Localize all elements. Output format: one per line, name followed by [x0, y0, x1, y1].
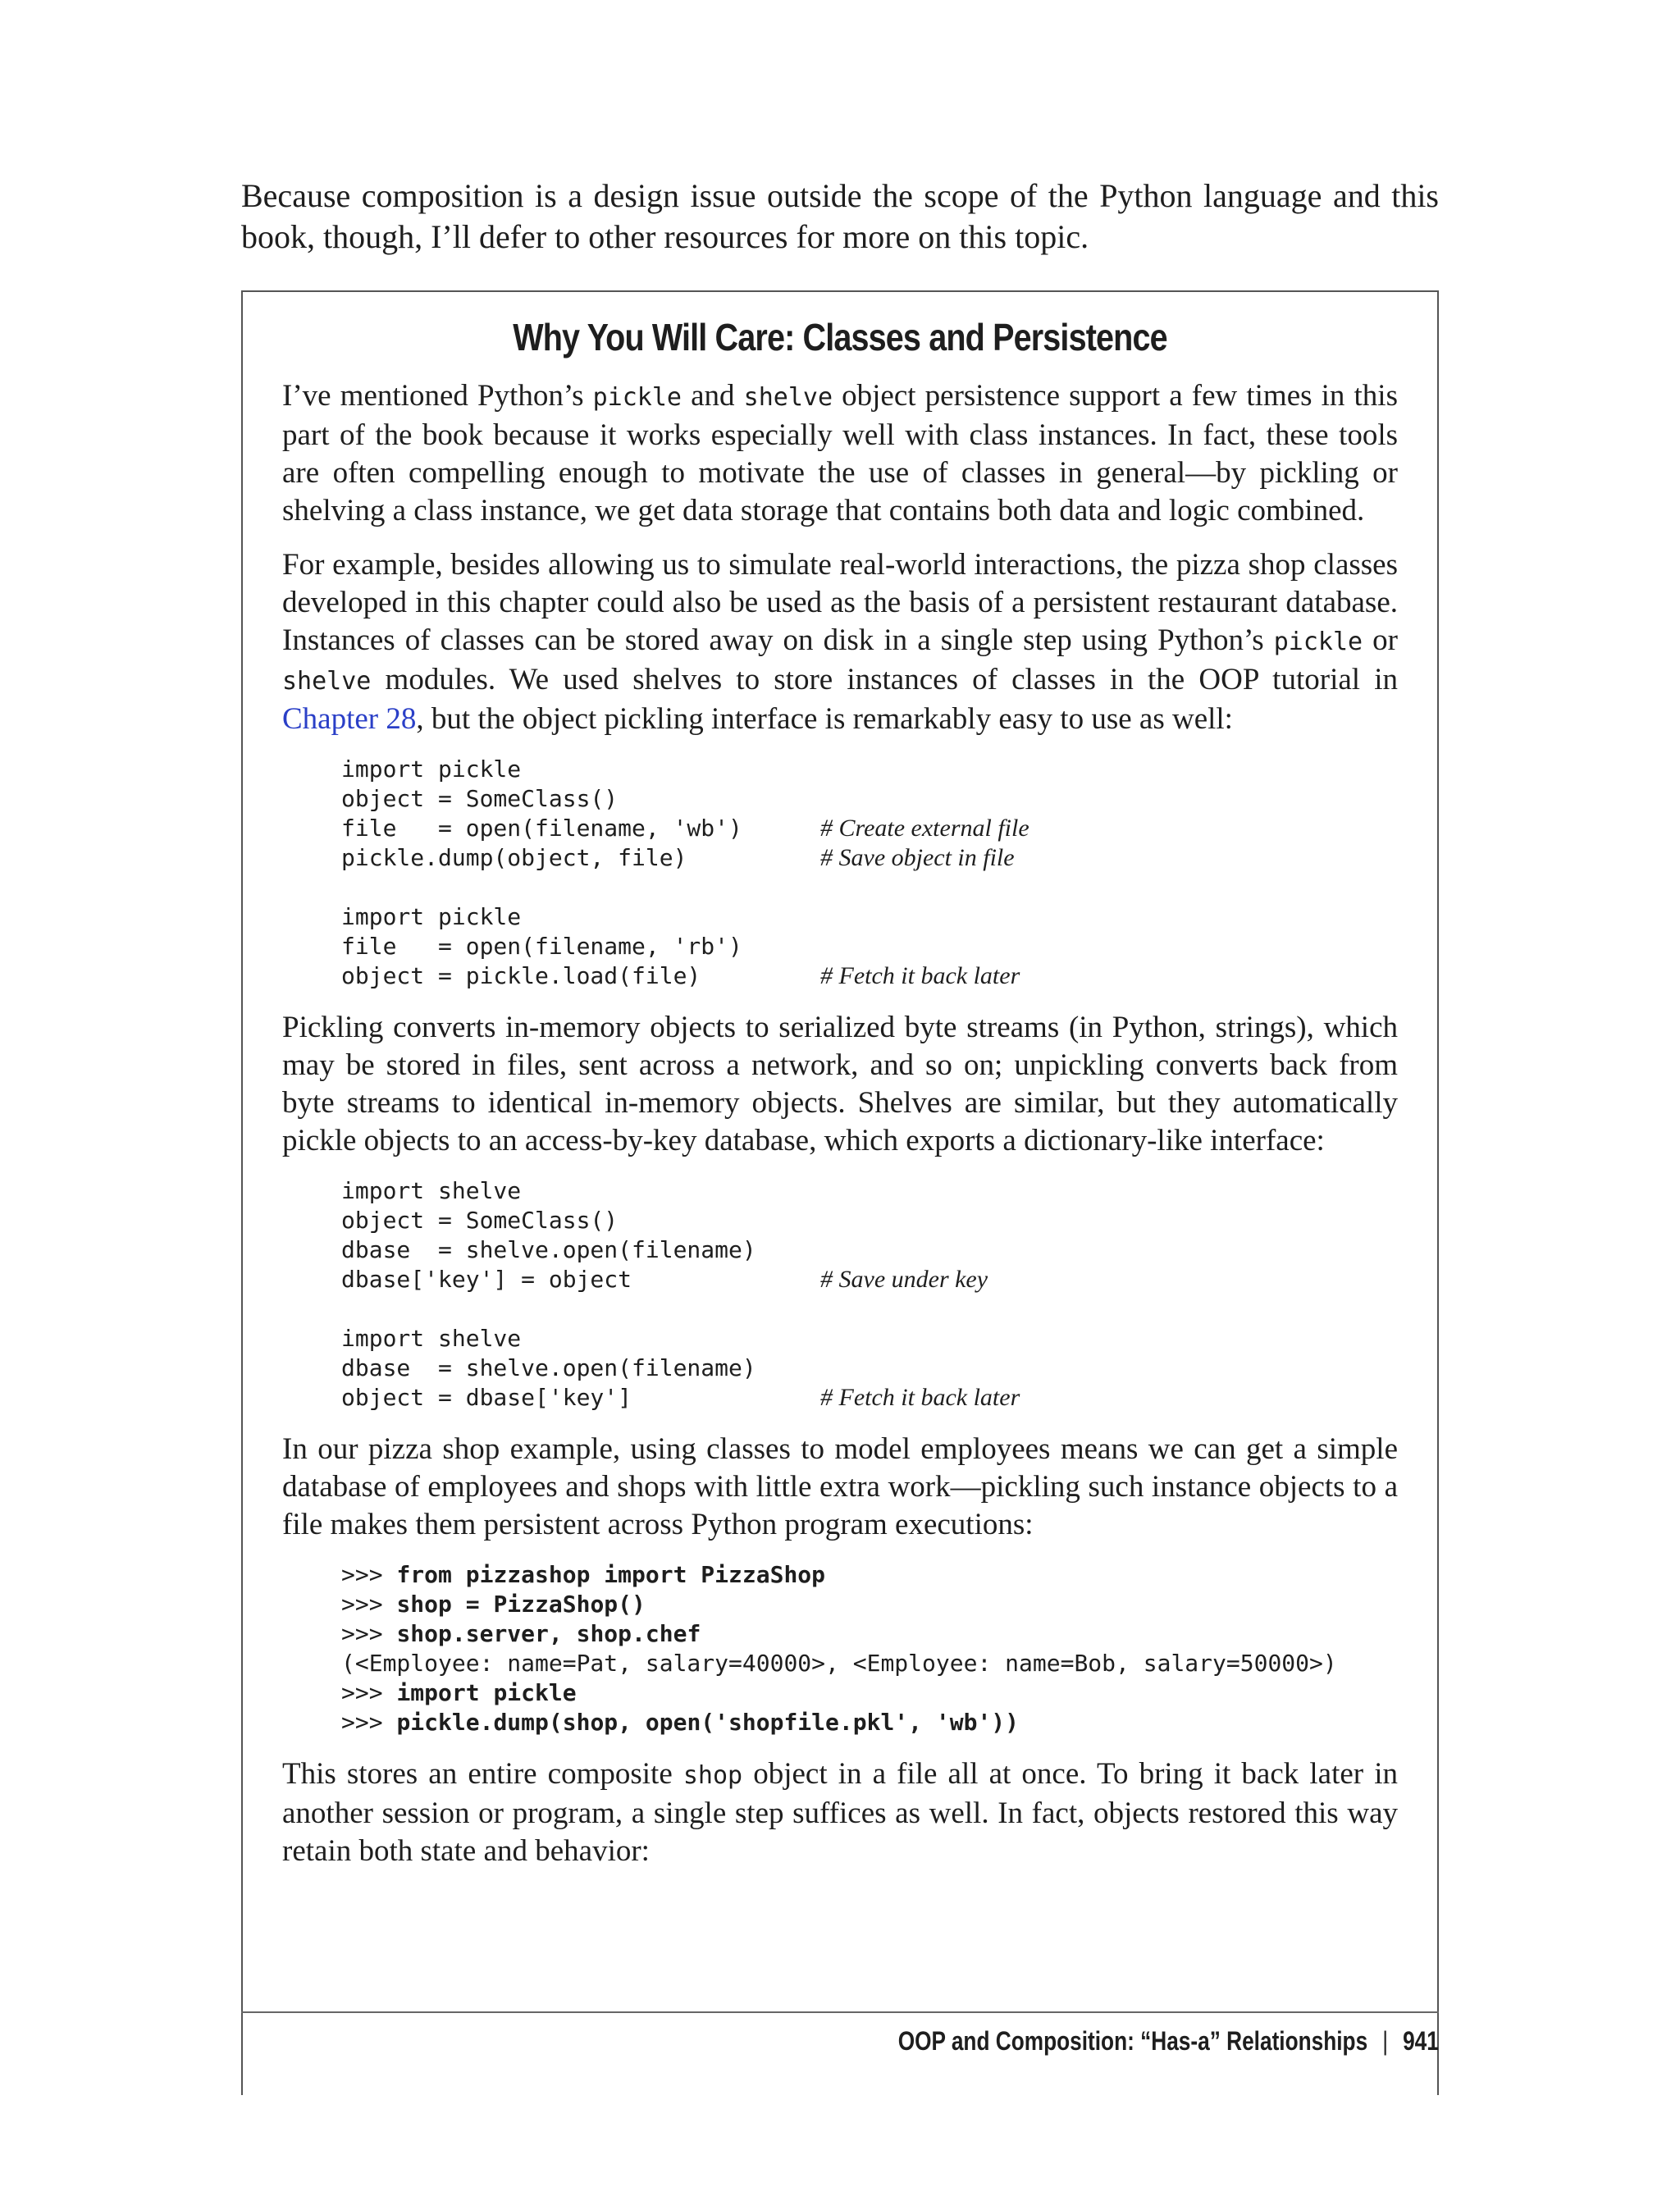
- code-input: import pickle: [396, 1679, 577, 1706]
- code-text: import shelve: [341, 1325, 522, 1352]
- code-text: dbase = shelve.open(filename): [341, 1236, 756, 1263]
- code-comment: # Create external file: [820, 815, 1029, 842]
- code-text: object = SomeClass(): [341, 785, 619, 812]
- code-input: from pizzashop import PizzaShop: [396, 1561, 826, 1588]
- inline-code-shelve: shelve: [282, 667, 372, 696]
- sidebar-content: [282, 377, 1398, 1870]
- code-blank-line: [341, 1294, 1398, 1324]
- inline-code-shelve: shelve: [743, 383, 833, 412]
- code-line: [341, 1176, 1398, 1206]
- code-comment: # Save under key: [820, 1266, 988, 1293]
- code-line: [341, 1324, 1398, 1354]
- sidebar-box: [241, 290, 1439, 2095]
- code-text: dbase = shelve.open(filename): [341, 1354, 756, 1381]
- code-line: [341, 1265, 1398, 1294]
- code-output: (<Employee: name=Pat, salary=40000>, <Employee: name=Bob, salary=50000>): [341, 1650, 1337, 1677]
- inline-code-pickle: pickle: [1273, 628, 1363, 656]
- sidebar-paragraph-2: For example, besides allowing us to simulate real-world interactions, the pizza shop classes developed in this chapter could also be used as the basis of a persistent restaurant database. Instances of classes can be stored away on disk in a single step using Python’s pickle or shelve modules. We used shelves to store instances of classes in the OOP tutorial in Chapter 28, but the object pickling interface is remarkably easy to use as well:: [282, 548, 1398, 736]
- code-line: [341, 1560, 1398, 1590]
- code-line: [341, 1206, 1398, 1235]
- code-text: import shelve: [341, 1177, 522, 1204]
- code-line: [341, 1354, 1398, 1383]
- code-text: file = open(filename, 'wb'): [341, 815, 742, 842]
- code-input: shop.server, shop.chef: [396, 1620, 701, 1647]
- code-line: [341, 784, 1398, 814]
- code-line: [341, 1383, 1398, 1413]
- inline-code-shop: shop: [682, 1761, 743, 1790]
- page-number: 941: [1403, 2026, 1439, 2056]
- code-text: import pickle: [341, 756, 522, 783]
- code-text: file = open(filename, 'rb'): [341, 933, 742, 960]
- code-line: [341, 1590, 1398, 1619]
- code-input: pickle.dump(shop, open('shopfile.pkl', 'wb')): [396, 1709, 1020, 1736]
- code-comment: # Save object in file: [820, 844, 1015, 871]
- code-line: [341, 902, 1398, 932]
- code-line: [341, 755, 1398, 784]
- code-line: [341, 932, 1398, 961]
- code-line: [341, 1708, 1398, 1737]
- code-line: [341, 961, 1398, 991]
- code-text: object = pickle.load(file): [341, 962, 701, 989]
- code-block-pickle: [341, 755, 1398, 991]
- sidebar-paragraph-3: Pickling converts in-memory objects to serialized byte streams (in Python, strings), which may be stored in files, sent across a network, and so on; unpickling converts back from byte streams to identical in-memory objects. Shelves are similar, but they automatically pickle objects to an access-by-key database, which exports a dictionary-like interface:: [282, 1011, 1398, 1157]
- code-comment: # Fetch it back later: [820, 962, 1020, 989]
- sidebar-paragraph-5: This stores an entire composite shop object in a file all at once. To bring it back later in another session or program, a single step suffices as well. In fact, objects restored this way retain both state and behavior:: [282, 1757, 1398, 1868]
- footer-separator: |: [1382, 2026, 1389, 2056]
- code-block-interactive: [341, 1560, 1398, 1737]
- footer-chapter-title: OOP and Composition: “Has-a” Relationships: [897, 2026, 1368, 2056]
- code-blank-line: [341, 873, 1398, 902]
- code-comment: # Fetch it back later: [820, 1384, 1020, 1411]
- code-prompt: >>>: [341, 1561, 397, 1588]
- sidebar-paragraph-4: In our pizza shop example, using classes to model employees means we can get a simple database of employees and shops with little extra work—pickling such instance objects to a file makes them persistent across Python program executions:: [282, 1432, 1398, 1541]
- code-prompt: >>>: [341, 1679, 397, 1706]
- code-block-shelve: [341, 1176, 1398, 1413]
- sidebar-paragraph-1: I’ve mentioned Python’s pickle and shelve object persistence support a few times in this part of the book because it works especially well with class instances. In fact, these tools are often compelling enough to motivate the use of classes in general—by pickling or shelving a class instance, we get data storage that contains both data and logic combined.: [282, 379, 1398, 527]
- code-input: shop = PizzaShop(): [396, 1591, 646, 1618]
- code-text: import pickle: [341, 903, 522, 930]
- code-line: [341, 1678, 1398, 1708]
- intro-paragraph: Because composition is a design issue outside the scope of the Python language and this book, though, I’ll defer to other resources for more on this topic.: [241, 177, 1439, 255]
- code-line: [341, 843, 1398, 873]
- sidebar-title: Why You Will Care: Classes and Persistence: [513, 316, 1167, 358]
- code-prompt: >>>: [341, 1591, 397, 1618]
- footer-rule: [241, 2011, 1439, 2013]
- code-prompt: >>>: [341, 1709, 397, 1736]
- code-text: dbase['key'] = object: [341, 1266, 632, 1293]
- code-text: object = SomeClass(): [341, 1207, 619, 1234]
- code-line: [341, 814, 1398, 843]
- chapter-28-link[interactable]: Chapter 28: [282, 702, 417, 736]
- inline-code-pickle: pickle: [592, 383, 682, 412]
- code-text: pickle.dump(object, file): [341, 844, 687, 871]
- page-footer: [898, 2026, 1439, 2057]
- code-line: [341, 1235, 1398, 1265]
- code-prompt: >>>: [341, 1620, 397, 1647]
- code-line: [341, 1619, 1398, 1649]
- code-text: object = dbase['key']: [341, 1384, 632, 1411]
- code-line: [341, 1649, 1398, 1678]
